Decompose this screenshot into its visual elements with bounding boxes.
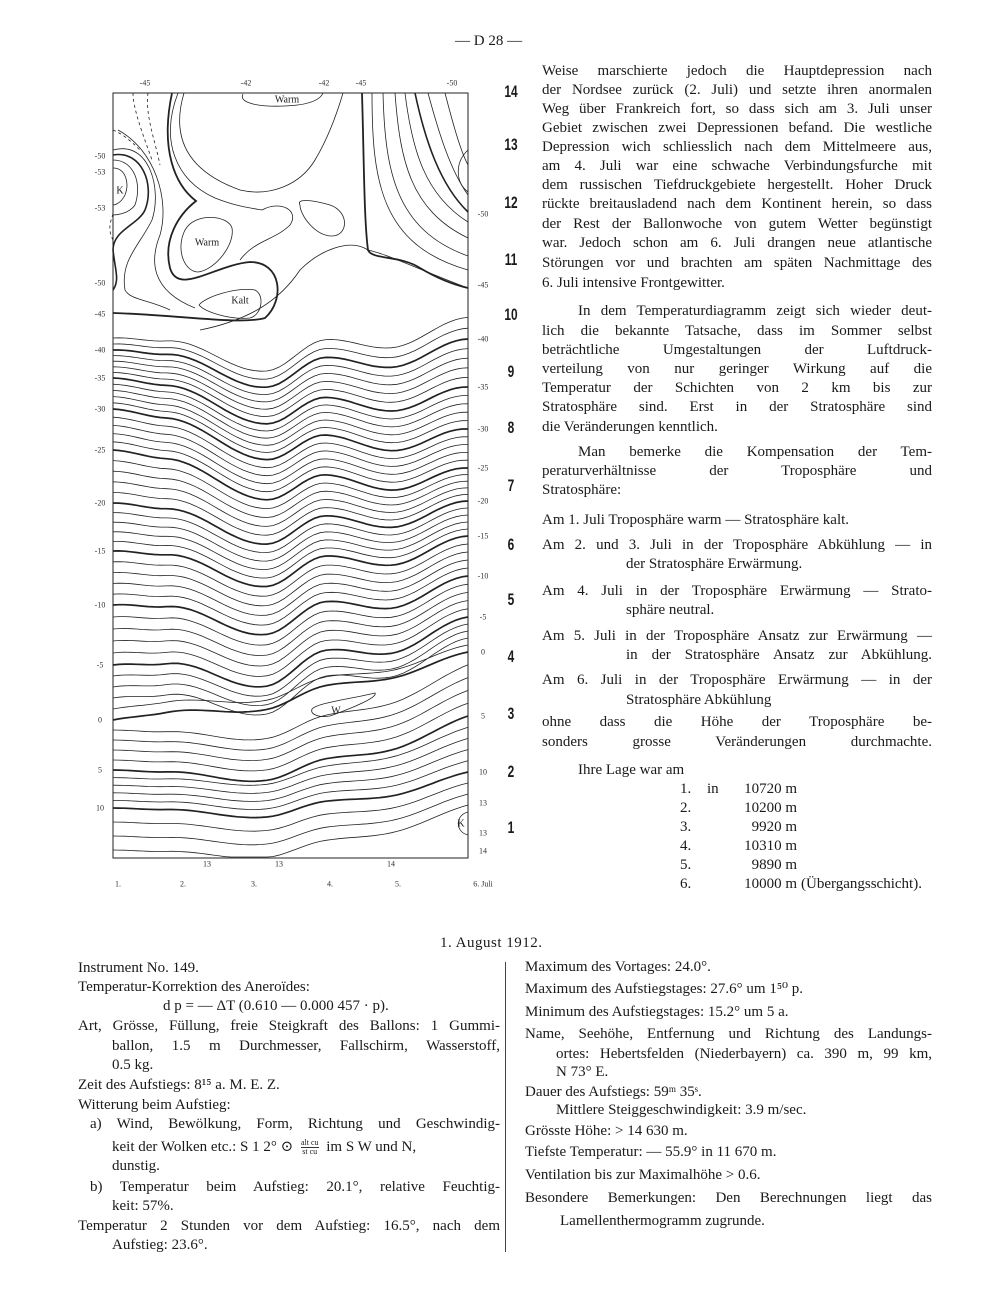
isotherm-line — [113, 592, 468, 655]
paragraph-2-line: die Veränderungen kenntlich. — [542, 419, 718, 435]
right-axis-label: 0 — [481, 647, 485, 657]
compensation-item-line: Stratosphäre Abkühlung — [626, 692, 772, 708]
thick-right-line — [362, 93, 468, 288]
isotherm-line — [113, 378, 468, 424]
paragraph-3-line: Man bemerke die Kompensation der Tem- — [578, 444, 932, 460]
height-km-label: 8 — [507, 418, 515, 437]
paragraph-1-line: 6. Juli intensive Frontgewitter. — [542, 275, 725, 291]
ascent-result-line: Mittlere Steiggeschwindigkeit: 3.9 m/sec. — [556, 1102, 807, 1118]
ascent-info-line: 0.5 kg. — [112, 1057, 154, 1073]
left-axis-label: -25 — [94, 445, 106, 455]
tropopause-height-value: 10720 m — [744, 781, 797, 797]
isotherm-line — [113, 552, 468, 606]
bottom-axis-label: 13 — [275, 859, 283, 869]
right-axis-label: -35 — [477, 382, 489, 392]
ascent-result-line: N 73° E. — [556, 1064, 609, 1080]
top-axis-label: -42 — [240, 78, 252, 88]
height-km-label: 11 — [504, 250, 518, 269]
center-lobe — [299, 200, 344, 236]
isotherm-line — [113, 358, 468, 402]
paragraph-1-line: Depression wich schliesslich nach dem Mittelmeere aus, — [542, 139, 932, 155]
height-km-label: 2 — [507, 762, 515, 781]
clouds-text-after: im S W und N, — [326, 1139, 417, 1155]
right-axis-label: -30 — [477, 424, 489, 434]
isotherm-line — [113, 471, 468, 517]
isotherm-lines — [113, 317, 468, 857]
right-axis-label: 5 — [481, 711, 485, 721]
height-km-label: 3 — [507, 704, 515, 723]
ascent-info-line: d p = — ΔT (0.610 — 0.000 457 · p). — [163, 998, 389, 1014]
ascent-result-line: Maximum des Vortages: 24.0°. — [525, 959, 711, 975]
ascent-result-line: Name, Seehöhe, Entfernung und Richtung des Landungs- — [525, 1026, 932, 1042]
compensation-item-line: Am 2. und 3. Juli in der Troposphäre Abkühlung — in — [542, 537, 932, 553]
ascent-result-line: Minimum des Aufstiegstages: 15.2° um 5 a. — [525, 1004, 789, 1020]
paragraph-1-line: war. Jedoch schon am 6. Juli drangen neue atlantische — [542, 235, 932, 251]
clouds-line — [112, 1138, 416, 1157]
left-axis-label: -50 — [94, 278, 106, 288]
paragraph-3-line: peraturverhältnisse der Troposphäre und — [542, 463, 932, 479]
right-axis-label: -10 — [477, 571, 489, 581]
isotherm-line — [113, 716, 468, 781]
date-label: 2. — [180, 879, 186, 889]
cloud-fraction-bottom: st cu — [302, 1147, 318, 1157]
ascent-info-line: Aufstieg: 23.6°. — [112, 1237, 208, 1253]
height-km-label: 4 — [507, 647, 515, 666]
ascent-result-line: Maximum des Aufstiegstages: 27.6° um 1⁵⁰ p. — [525, 981, 804, 997]
ascent-info-line: ballon, 1.5 m Durchmesser, Fallschirm, Wasserstoff, — [112, 1038, 500, 1054]
paragraph-1-line: Weg über Frankreich fort, so dass sich am 3. Juli unser — [542, 101, 932, 117]
isotherm-line — [113, 482, 468, 527]
date-label: 1. — [115, 879, 121, 889]
compensation-item-line: sonders grosse Veränderungen durchmachte. — [542, 734, 932, 750]
tropopause-height-value: 9920 m — [751, 819, 797, 835]
left-axis-label: -50 — [94, 151, 106, 161]
tropopause-height-value: 10000 m — [744, 876, 797, 892]
right-axis-label: 14 — [479, 846, 487, 856]
ascent-info-line: Temperatur-Korrektion des Aneroïdes: — [78, 979, 310, 995]
ascent-result-line: Ventilation bis zur Maximalhöhe > 0.6. — [525, 1167, 761, 1183]
height-km-label: 7 — [507, 476, 515, 495]
height-km-label: 1 — [507, 818, 515, 837]
upper-isotherms — [110, 93, 468, 835]
ascent-result-line: Lamellenthermogramm zugrunde. — [560, 1213, 765, 1229]
isotherm-line — [113, 738, 468, 793]
clouds-text-before: keit der Wolken etc.: S 1 2° ⊙ — [112, 1139, 294, 1155]
paragraph-1-line: der Rest der Ballonwoche von gutem Wetter begünstigt — [542, 216, 932, 232]
top-axis-label: -42 — [318, 78, 330, 88]
left-axis-label: -15 — [94, 546, 106, 556]
left-axis-label: -45 — [94, 309, 106, 319]
tropopause-day: 3. — [680, 819, 692, 835]
tropopause-day: 2. — [680, 800, 692, 816]
isotherm-line — [113, 317, 468, 371]
paragraph-1-line: dem russischen Tiefdruckgebiete hergestellt. Hoher Druck — [542, 177, 932, 193]
ascent-info-line: Zeit des Aufstiegs: 8¹⁵ a. M. E. Z. — [78, 1077, 280, 1093]
top-axis-label: -45 — [139, 78, 151, 88]
paragraph-2-line: In dem Temperaturdiagramm zeigt sich wieder deut- — [578, 303, 932, 319]
column-divider — [505, 962, 506, 1252]
right-axis-label: 10 — [479, 767, 487, 777]
bottom-axis-label: 13 — [203, 859, 211, 869]
paragraph-2-line: verteilung von nur geringer Wirkung auf die — [542, 361, 932, 377]
date-label: 5. — [395, 879, 401, 889]
tropopause-height-value: 10310 m — [744, 838, 797, 854]
upper-inner-line — [170, 93, 292, 260]
isotherm-line — [113, 750, 468, 802]
ascent-result-line: Besondere Bemerkungen: Den Berechnungen liegt das — [525, 1190, 932, 1206]
height-km-label: 14 — [504, 82, 518, 101]
date-label: 6. Juli — [473, 879, 493, 889]
height-km-label: 12 — [504, 193, 518, 212]
isotherm-line — [113, 624, 468, 696]
region-label-warm-top: Warm — [274, 94, 300, 106]
compensation-item-line: Am 4. Juli in der Troposphäre Erwärmung — Strato- — [542, 583, 932, 599]
height-km-label: 10 — [504, 305, 518, 324]
ascent-result-line: Grösste Höhe: > 14 630 m. — [525, 1123, 688, 1139]
left-axis-label: -20 — [94, 498, 106, 508]
left-axis-label: -53 — [94, 203, 106, 213]
tropopause-prefix: in — [707, 781, 719, 797]
region-label-k-left: K — [116, 185, 124, 197]
compensation-item-line: Am 1. Juli Troposphäre warm — Stratosphäre kalt. — [542, 512, 850, 528]
cloud-fraction — [301, 1139, 319, 1156]
right-axis-label: -45 — [477, 280, 489, 290]
cloud-fraction-top: alt cu — [300, 1138, 319, 1148]
paragraph-3-line: Stratosphäre: — [542, 482, 622, 498]
ascent-info-line: Instrument No. 149. — [78, 960, 199, 976]
isotherm-line — [113, 508, 468, 553]
ascent-result-line: Tiefste Temperatur: — 55.9° in 11 670 m. — [525, 1144, 777, 1160]
right-axis-label: 13 — [479, 798, 487, 808]
left-axis-label: -10 — [94, 600, 106, 610]
height-km-label: 5 — [507, 590, 515, 609]
right-axis-label: 13 — [479, 828, 487, 838]
right-axis-label: -20 — [477, 496, 489, 506]
center-line — [200, 245, 468, 330]
tropopause-day: 6. — [680, 876, 692, 892]
compensation-item-line: in der Stratosphäre Ansatz zur Abkühlung. — [626, 647, 932, 663]
paragraph-2-line: Temperatur der Schichten von 2 km bis zur — [542, 380, 932, 396]
left-axis-label: -53 — [94, 167, 106, 177]
isotherm-line — [113, 638, 468, 715]
ascent-info-line: dunstig. — [112, 1158, 160, 1174]
tropopause-height-value: 10200 m — [744, 800, 797, 816]
date-label: 3. — [251, 879, 257, 889]
paragraph-2-line: Stratosphäre sind. Erst in der Stratosphäre sind — [542, 399, 932, 415]
k-right-loop — [458, 150, 468, 192]
paragraph-1-line: Gebiet zwischen zwei Depressionen befand. Die westliche — [542, 120, 932, 136]
paragraph-1-line: Störungen vor und brachten am späten Nachmittage des — [542, 255, 932, 271]
ascent-info-line: Temperatur 2 Stunden vor dem Aufstieg: 16.5°, nach dem — [78, 1218, 500, 1234]
compensation-item-line: sphäre neutral. — [626, 602, 715, 618]
compensation-item-line: Am 5. Juli in der Troposphäre Ansatz zur Erwärmung — — [542, 628, 932, 644]
right-axis-label: -40 — [477, 334, 489, 344]
left-axis-label: 10 — [96, 803, 104, 813]
paragraph-1-line: der Nordsee zurück (2. Juli) und setzte ihren anormalen — [542, 82, 932, 98]
paragraph-1-line: Weise marschierte jedoch die Hauptdepression nach — [542, 63, 932, 79]
right-axis-label: -5 — [479, 612, 487, 622]
left-axis-label: -5 — [96, 660, 104, 670]
tropopause-note: (Übergangsschicht). — [801, 876, 922, 892]
isotherm-line — [113, 501, 468, 544]
isotherm-line — [113, 805, 468, 857]
k-left-loop-3 — [113, 155, 148, 290]
height-km-label: 9 — [507, 362, 515, 381]
ascent-info-line: Witterung beim Aufstieg: — [78, 1097, 231, 1113]
bottom-axis-label: 14 — [387, 859, 395, 869]
paragraph-2-line: beträchtliche Umgestaltungen der Luftdruck- — [542, 342, 932, 358]
paragraph-1-line: rückte breitausladend nach dem Kontinent herein, so dass — [542, 196, 932, 212]
ascent-info-line: keit: 57%. — [112, 1198, 174, 1214]
compensation-item-line: ohne dass die Höhe der Troposphäre be- — [542, 714, 932, 730]
isotherm-line — [113, 761, 468, 810]
compensation-item-line: der Stratosphäre Erwärmung. — [626, 556, 803, 572]
compensation-item-line: Am 6. Juli in der Troposphäre Erwärmung — in der — [542, 672, 932, 688]
tropopause-day: 5. — [680, 857, 692, 873]
tropopause-day: 1. — [680, 781, 692, 797]
left-axis-label: 0 — [98, 715, 102, 725]
region-label-k-right: K — [457, 818, 465, 830]
ascent-info-line: Art, Grösse, Füllung, freie Steigkraft des Ballons: 1 Gummi- — [78, 1018, 500, 1034]
right-axis-label: -15 — [477, 531, 489, 541]
right-axis-label: -50 — [477, 209, 489, 219]
isotherm-line — [113, 403, 468, 453]
isotherm-line — [113, 678, 468, 751]
isotherm-line — [113, 544, 468, 596]
isotherm-line — [113, 339, 468, 387]
ascent-info-line: b) Temperatur beim Aufstieg: 20.1°, relative Feuchtig- — [90, 1179, 500, 1195]
left-axis-label: -40 — [94, 345, 106, 355]
isotherm-line — [113, 601, 468, 666]
left-axis-label: -30 — [94, 404, 106, 414]
top-axis-label: -50 — [446, 78, 458, 88]
region-label-w: W — [331, 705, 341, 717]
height-km-label: 6 — [507, 535, 515, 554]
paragraph-2-line: lich die bekannte Tatsache, dass im Sommer selbst — [542, 323, 932, 339]
upper-center-loop — [180, 93, 343, 192]
ascent-info-line: a) Wind, Bewölkung, Form, Richtung und Geschwindig- — [90, 1116, 500, 1132]
isotherm-line — [113, 727, 468, 785]
isotherm-line — [113, 367, 468, 409]
ascent-result-line: Dauer des Aufstiegs: 59ᵐ 35ˢ. — [525, 1084, 702, 1100]
height-km-label: 13 — [504, 135, 518, 154]
top-axis-label: -45 — [355, 78, 367, 88]
page-number: — D 28 — — [455, 33, 523, 49]
isotherm-line — [113, 568, 468, 625]
region-label-warm-mid: Warm — [194, 237, 220, 249]
diagram-frame — [113, 93, 468, 858]
date-label: 4. — [327, 879, 333, 889]
ascent-date: 1. August 1912. — [440, 935, 543, 951]
kalt-loop — [199, 289, 261, 318]
right-axis-label: -25 — [477, 463, 489, 473]
paragraph-1-line: am 4. Juli war eine schwache Verbindungsfurche mit — [542, 158, 932, 174]
ascent-result-line: ortes: Hebertsfelden (Niederbayern) ca. 390 m, 99 km, — [556, 1046, 932, 1062]
tropopause-height-value: 9890 m — [751, 857, 797, 873]
region-label-kalt: Kalt — [231, 295, 249, 307]
left-axis-label: 5 — [98, 765, 102, 775]
tropopause-day: 4. — [680, 838, 692, 854]
left-axis-label: -35 — [94, 373, 106, 383]
thick-isotherm-45 — [113, 93, 278, 320]
tropopause-intro: Ihre Lage war am — [578, 762, 685, 778]
w-loop — [312, 693, 376, 717]
